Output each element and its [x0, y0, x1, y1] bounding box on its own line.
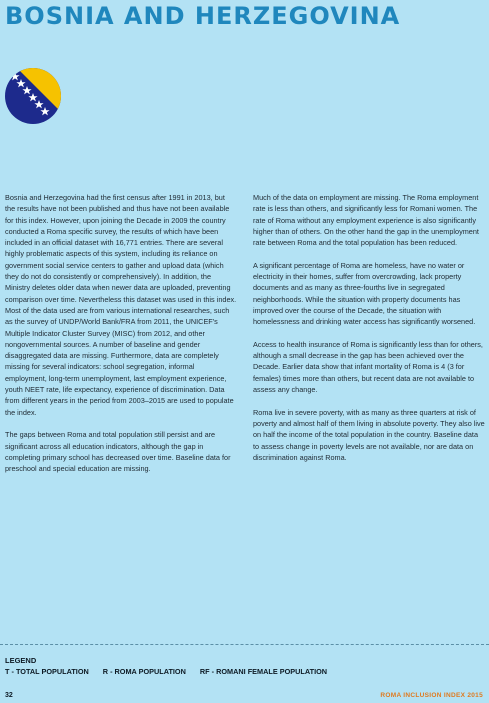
paragraph-poverty: Roma live in severe poverty, with as many as three quarters at risk of poverty and almost half of them living in absolute poverty. They also live on half the income of the total population in the country. Baseline data to assess change in poverty levels are not available, nor are data on discrimination against Roma. — [253, 407, 485, 462]
publication-title: ROMA INCLUSION INDEX 2015 — [380, 692, 483, 699]
paragraph-employment: Much of the data on employment are missing. The Roma employment rate is less than others, and significantly less for Romani women. The rate of Roma without any employment experience is also significantly higher than of others. On the other hand the gap in the unemployment rate between Roma and the total population has been reduced. — [253, 193, 479, 248]
legend-title: LEGEND — [5, 656, 37, 665]
page-title: BOSNIA AND HERZEGOVINA — [5, 2, 401, 30]
legend-item-total: T - TOTAL POPULATION — [5, 667, 89, 676]
page-number: 32 — [5, 692, 13, 699]
left-text-column — [5, 192, 237, 486]
paragraph-education: The gaps between Roma and total population still persist and are significant across all education indicators, although the gap in completing primary school has decreased over time. Baseline data for preschool and special education are missing. — [5, 430, 231, 474]
legend-items — [5, 667, 327, 676]
paragraph-housing: A significant percentage of Roma are homeless, have no water or electricity in their homes, suffer from overcrowding, lack property documents and as many as three-fourths live in segregated neighborhoods. While the situation with property documents has improved over the course of the Decade, the situation with homelessness and drinking water access has significantly worsened. — [253, 260, 476, 327]
legend-divider — [0, 644, 489, 645]
legend-item-roma: R - ROMA POPULATION — [102, 667, 186, 676]
legend-item-romani-female: RF - ROMANI FEMALE POPULATION — [199, 667, 328, 676]
right-text-column — [253, 192, 485, 474]
paragraph-data-sources: Bosnia and Herzegovina had the first census after 1991 in 2013, but the results have not been published and thus have not been available for this index. However, upon joining the Decade in 2009 the country conducted a Roma specific survey, the results of which have been included in an official dataset with 16,771 entries. There are several highly problematic aspects of this system, including its reliance on government social service centers to gather and upload data (which they do not do consistently or comprehensively). In addition, the Ministry deletes older data when newer data are uploaded, preventing comparison over time. Nevertheless this dataset was used in this index. Most of the data used are from various international researches, such as the survey of UNDP/World Bank/FRA from 2011, the UNICEF's Multiple Indicator Cluster Survey (MISC) from 2012, and other nongovernmental sources. A number of baseline and gender disaggregated data are missing. Furthermore, data are completely missing for several indicators: school segregation, informal employment, long-term unemployment, last employment experience, youth NEET rate, life expectancy, experience of discrimination. Data from different years in the period from 2003–2015 are used to populate the index. — [5, 193, 237, 417]
bosnia-flag-icon — [5, 68, 61, 124]
paragraph-health: Access to health insurance of Roma is significantly less than for others, although a small decrease in the gap has been achieved over the Decade. Earlier data show that infant mortality of Roma is 4 (3 for females) times more than others, but recent data are not available to assess any change. — [253, 339, 483, 395]
